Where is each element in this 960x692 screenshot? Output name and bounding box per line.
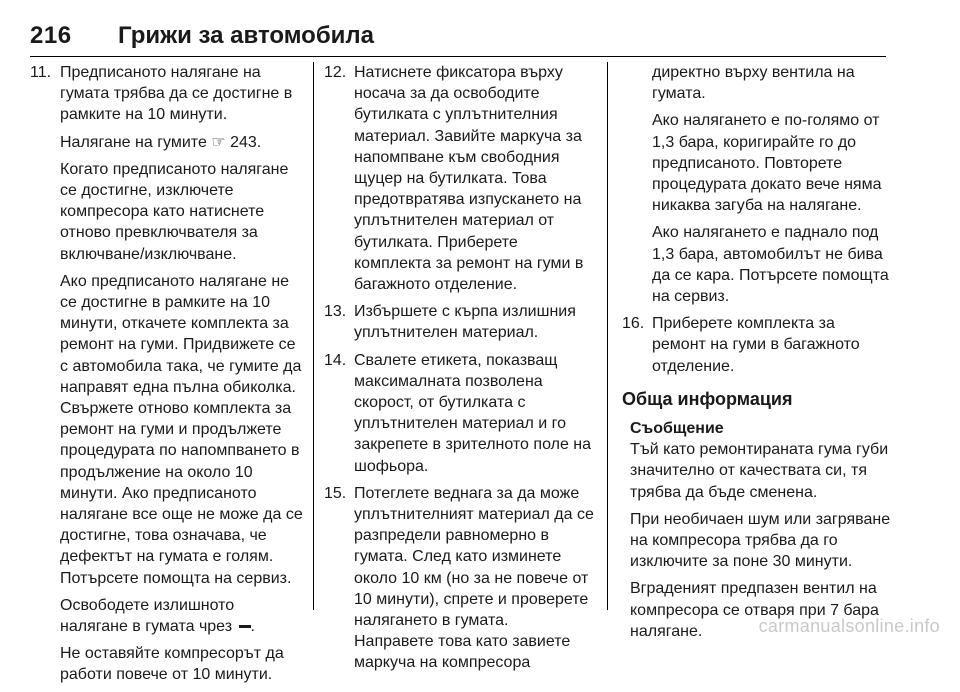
step-15 <box>324 483 596 674</box>
step-text: Приберете комплекта за ремонт на гуми в багажното отделение. <box>652 315 860 375</box>
step-14 <box>324 350 596 477</box>
step-12 <box>324 62 596 295</box>
step-number: 11. <box>30 64 52 81</box>
step-number: 12. <box>324 64 347 81</box>
minus-icon <box>239 625 251 628</box>
pressure-reference[interactable]: Налягане на гумите ☞ 243. <box>60 133 262 151</box>
paragraph-pressure-lower: Ако налягането е паднало под 1,3 бара, автомобилът не бива да се кара. Потърсете помощта на сервиз. <box>652 224 889 306</box>
step-text-continued: Направете това като завиете маркуча на компресора <box>354 633 571 672</box>
step-13 <box>324 301 596 343</box>
column-3 <box>622 62 892 648</box>
step-number: 14. <box>324 351 347 369</box>
section-title: Обща информация <box>622 388 793 409</box>
step-text: Свалете етикета, показващ максималната позволена скорост, от бутилката с уплътнителен материал и го закрепете в зрителното поле на шофьора. <box>354 351 592 475</box>
step-16 <box>622 313 892 377</box>
column-divider-1 <box>313 62 314 610</box>
watermark: carmanualsonline.info <box>758 616 940 636</box>
column-1 <box>30 62 306 692</box>
release-text: Освободете излишното налягане в гумата чрез <box>60 596 235 636</box>
step-text: Потеглете веднага за да може уплътнителният материал да се разпредели равномерно в гумата. След като изминете около 10 км (но за не повече от 10 минути), спрете и проверете налягането в гумата. <box>354 484 594 630</box>
column-2 <box>324 62 596 674</box>
paragraph-release-pressure: Освободете излишното налягане в гумата чрез . <box>60 596 255 636</box>
note-title: Съобщение <box>630 420 724 438</box>
step-15-continued: директно върху вентила на гумата. <box>652 64 855 103</box>
paragraph-pressure-reached: Когато предписаното налягане се достигне, изключете компресора като натиснете отново превключвателя за включване/изключване. <box>60 160 289 263</box>
paragraph-pressure-higher: Ако налягането е по-голямо от 1,3 бара, коригирайте го до предписаното. Повторете процедурата докато вече няма никаква загуба на налягане. <box>652 112 882 215</box>
step-number: 15. <box>324 484 347 502</box>
paragraph-safety-valve: Вграденият предпазен вентил на компресора се отваря при 7 бара налягане. <box>630 580 879 640</box>
paragraph-noise: При необичаен шум или загряване на компресора трябва да го изключите за поне 30 минути. <box>630 510 891 571</box>
step-text: Избършете с кърпа излишния уплътнителен материал. <box>354 303 576 342</box>
page-number: 216 <box>30 22 72 49</box>
step-number: 13. <box>324 303 347 321</box>
paragraph-no-run-warning: Не оставяйте компресорът да работи повече от 10 минути. <box>60 645 284 684</box>
step-text: Предписаното налягане на гумата трябва да се достигне в рамките на 10 минути. <box>60 64 293 124</box>
note-text: Тъй като ремонтираната гума губи значително от качествата си, тя трябва да бъде сменена. <box>630 441 889 501</box>
paragraph-pressure-not-reached: Ако предписаното налягане не се достигне в рамките на 10 минути, откачете комплекта за ремонт на гуми. Придвижете се с автомобила така, че гумите да направят една пълна обиколка. Свържете отново комплекта за ремонт на гуми и продължете процедурата по напомпването в продължение на около 10 минути. Ако предписаното налягане все още не може да се достигне, това означава, че дефектът на гумата е голям. Потърсете помощта на сервиз. <box>60 272 303 587</box>
page-header <box>30 22 886 57</box>
chapter-title: Грижи за автомобила <box>118 22 375 49</box>
step-text: Натиснете фиксатора върху носача за да освободите бутилката с уплътнителния материал. Завийте маркуча за напомпване към свободния щуцер на бутилката. Това предотвратява изпускането на уплътнителен материал от бутилката. Приберете комплекта за ремонт на гуми в багажното отделение. <box>354 64 584 294</box>
step-number: 16. <box>622 315 645 333</box>
step-11 <box>30 62 306 126</box>
column-divider-2 <box>607 62 608 610</box>
